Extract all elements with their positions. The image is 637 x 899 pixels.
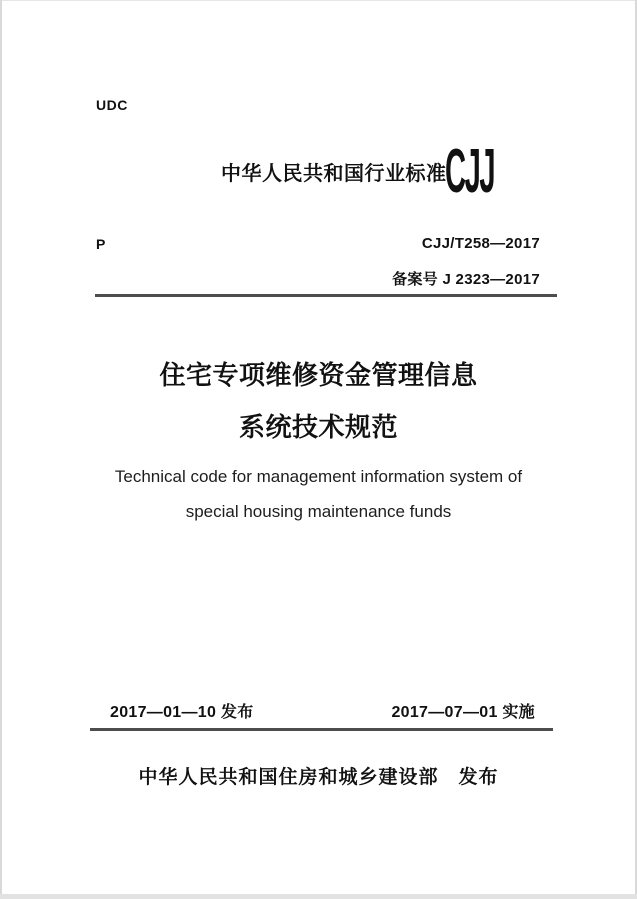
page-edge-bottom: [0, 894, 637, 899]
title-english-line-2: special housing maintenance funds: [185, 502, 452, 521]
udc-label: UDC: [96, 97, 128, 113]
standard-number: CJJ/T258—2017: [421, 235, 540, 252]
record-number: 备案号 J 2323—2017: [392, 271, 540, 288]
title-english-line-1: Technical code for management information system of: [114, 467, 523, 486]
date-row: [110, 699, 535, 722]
footer-divider: [90, 728, 553, 731]
title-chinese: [0, 362, 637, 440]
classification-p-label: P: [96, 236, 106, 252]
issue-date: 2017—01—10 发布: [110, 704, 254, 721]
implement-date: 2017—07—01 实施: [391, 704, 535, 721]
publisher-line: 中华人民共和国住房和城乡建设部 发布: [138, 767, 499, 788]
standard-type-heading: 中华人民共和国行业标准: [221, 163, 447, 185]
cjj-logo: CJJ: [445, 137, 495, 206]
header-divider: [95, 294, 557, 297]
title-chinese-line-2: 系统技术规范: [238, 412, 398, 442]
page-edge-top: [0, 0, 637, 1]
title-chinese-line-1: 住宅专项维修资金管理信息: [159, 360, 478, 390]
title-english: [0, 468, 637, 520]
